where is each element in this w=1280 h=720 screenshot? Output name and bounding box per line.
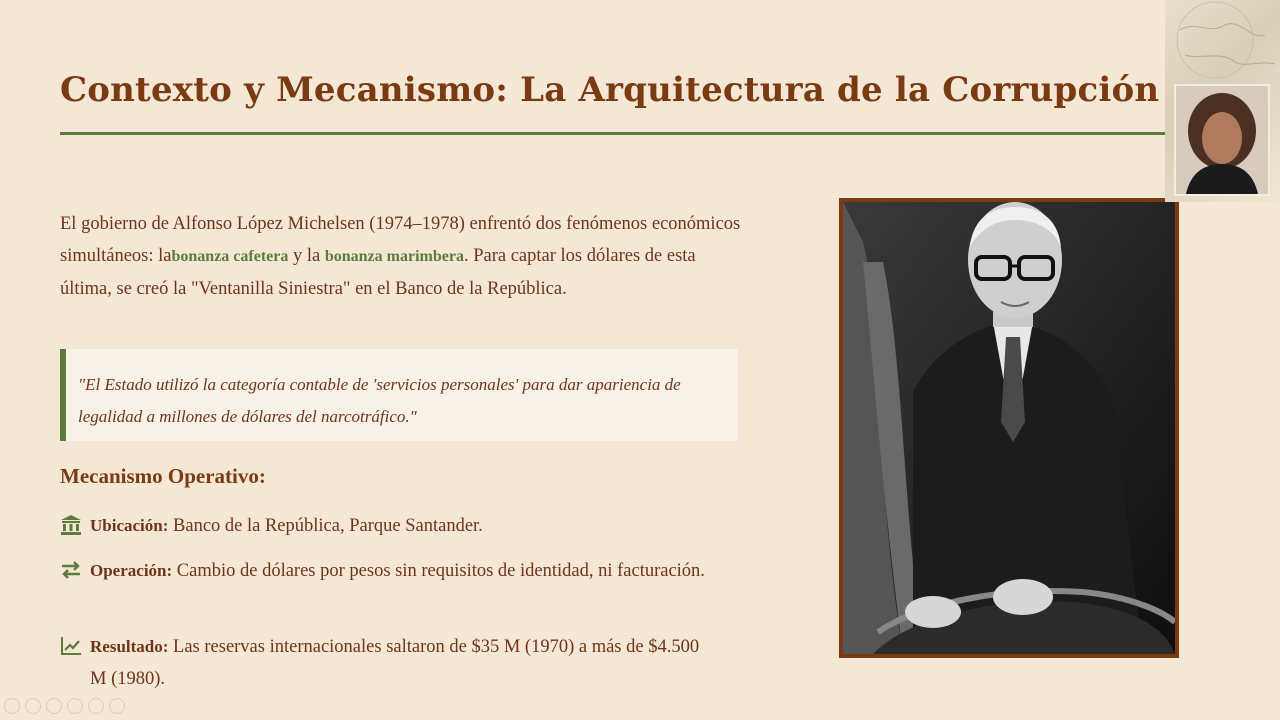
exchange-arrows-icon xyxy=(60,559,82,581)
intro-text-3: . Para captar los dólares de esta última, se creó la "Ventanilla Siniestra" en el Banco de la República. xyxy=(60,246,696,299)
zoom-button[interactable] xyxy=(88,698,104,714)
prev-slide-button[interactable] xyxy=(4,698,20,714)
quote-block xyxy=(60,349,738,441)
slide-title: Contexto y Mecanismo: La Arquitectura de la Corrupción xyxy=(60,70,1160,110)
pen-tool-button[interactable] xyxy=(46,698,62,714)
quote-text: "El Estado utilizó la categoría contable de 'servicios personales' para dar apariencia de legalidad a millones de dólares del narcotráfico." xyxy=(78,375,681,426)
slides-grid-button[interactable] xyxy=(67,698,83,714)
item-label: Ubicación: xyxy=(90,516,169,535)
more-options-button[interactable] xyxy=(109,698,125,714)
item-text: Cambio de dólares por pesos sin requisitos de identidad, ni facturación. xyxy=(172,561,705,581)
item-ubicacion xyxy=(60,510,720,542)
line-chart-icon xyxy=(60,635,82,657)
intro-text-1: El gobierno de Alfonso López Michelsen (1974–1978) enfrentó dos fenómenos económicos simultáneos: la xyxy=(60,214,741,266)
webcam-video xyxy=(1174,84,1270,196)
item-operacion xyxy=(60,555,720,587)
bank-icon xyxy=(60,514,82,536)
presentation-controls xyxy=(4,698,130,718)
item-label: Resultado: xyxy=(90,637,169,656)
intro-text-2: y la xyxy=(288,246,325,266)
item-text: Las reservas internacionales saltaron de $35 M (1970) a más de $4.500 M (1980). xyxy=(90,637,700,689)
highlight-bonanza-marimbera: bonanza marimbera xyxy=(324,248,464,265)
item-resultado xyxy=(60,631,720,695)
intro-paragraph xyxy=(60,208,750,305)
webcam-overlay xyxy=(1165,0,1280,202)
title-divider xyxy=(60,132,1168,135)
item-text: Banco de la República, Parque Santander. xyxy=(168,516,483,536)
portrait-photo xyxy=(839,198,1179,658)
item-label: Operación: xyxy=(90,561,173,580)
next-slide-button[interactable] xyxy=(25,698,41,714)
highlight-bonanza-cafetera: bonanza cafetera xyxy=(171,248,289,265)
portrait-image xyxy=(843,202,1175,654)
mechanism-heading: Mecanismo Operativo: xyxy=(60,464,266,488)
